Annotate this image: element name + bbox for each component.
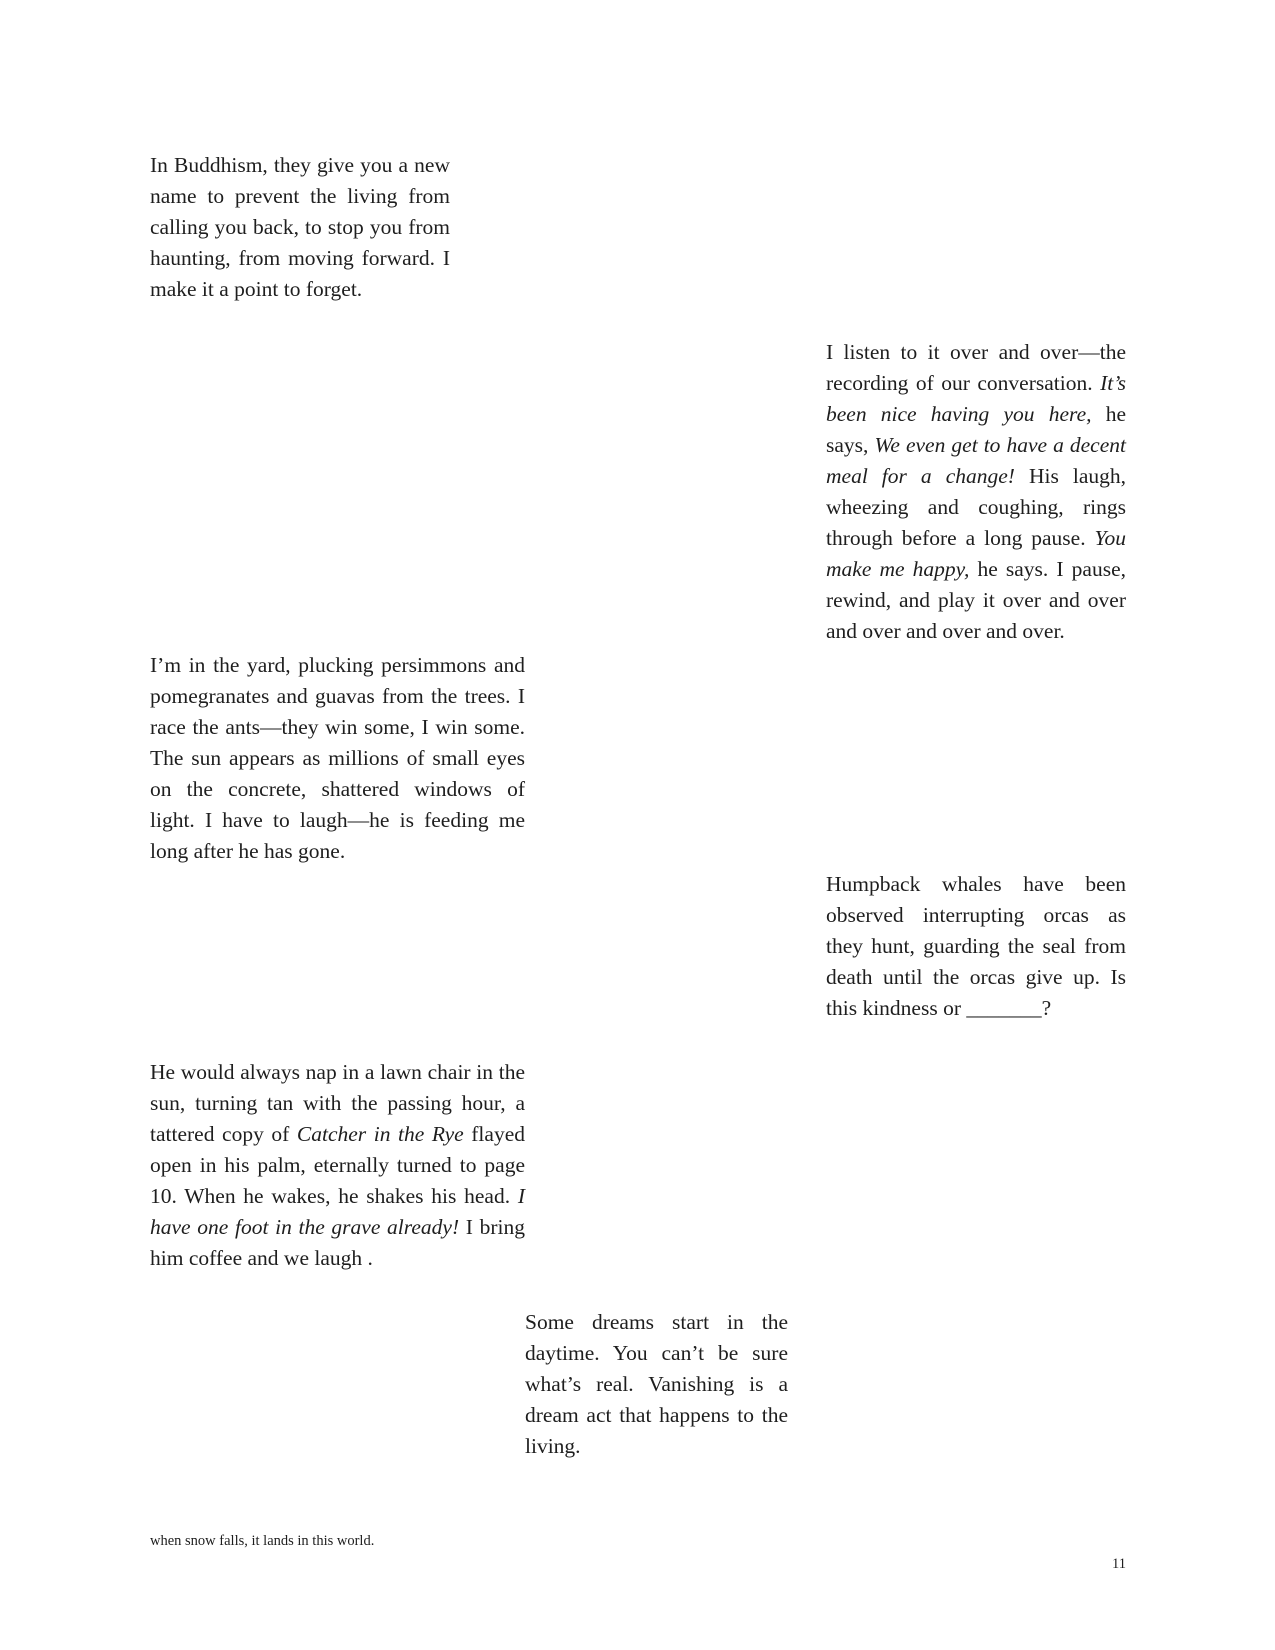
recording-quote-3: You make me happy, [826, 526, 1126, 581]
recording-text-4: he says. I pause, rewind, and play it over and over and over and over and over. [826, 557, 1126, 643]
recording-text-1: I listen to it over and over—the recording of our conversation. [826, 340, 1126, 395]
paragraph-yard: I’m in the yard, plucking persimmons and pomegranates and guavas from the trees. I race the ants—they win some, I win some. The sun appears as millions of small eyes on the concrete, shattered windows of light. I have to laugh—he is feeding me long after he has gone. [150, 653, 525, 863]
lawn-chair-quote: I have one foot in the grave already! [150, 1184, 525, 1239]
recording-quote-1: It’s been nice having you here, [826, 371, 1126, 426]
footer-note: when snow falls, it lands in this world. [150, 1533, 375, 1549]
paragraph-lawn-chair [150, 1057, 525, 1274]
paragraph-whales: Humpback whales have been observed interrupting orcas as they hunt, guarding the seal from death until the orcas give up. Is this kindness or _______? [826, 872, 1126, 1020]
paragraph-recording [826, 337, 1126, 647]
lawn-chair-text-2: flayed open in his palm, eternally turned to page 10. When he wakes, he shakes his head. [150, 1122, 525, 1208]
recording-text-2: he says, [826, 402, 1127, 457]
book-title: Catcher in the Rye [296, 1122, 464, 1146]
paragraph-buddhism: In Buddhism, they give you a new name to prevent the living from calling you back, to stop you from haunting, from moving forward. I make it a point to forget. [150, 153, 450, 301]
paragraph-dreams: Some dreams start in the daytime. You can’t be sure what’s real. Vanishing is a dream act that happens to the living. [525, 1310, 788, 1458]
page-number: 11 [1112, 1556, 1126, 1572]
lawn-chair-text-3: I bring him coffee and we laugh . [150, 1215, 525, 1270]
recording-quote-2: We even get to have a decent meal for a change! [826, 433, 1126, 488]
lawn-chair-text-1: He would always nap in a lawn chair in the sun, turning tan with the passing hour, a tattered copy of [150, 1060, 525, 1146]
recording-text-3: His laugh, wheezing and coughing, rings through before a long pause. [826, 464, 1126, 550]
